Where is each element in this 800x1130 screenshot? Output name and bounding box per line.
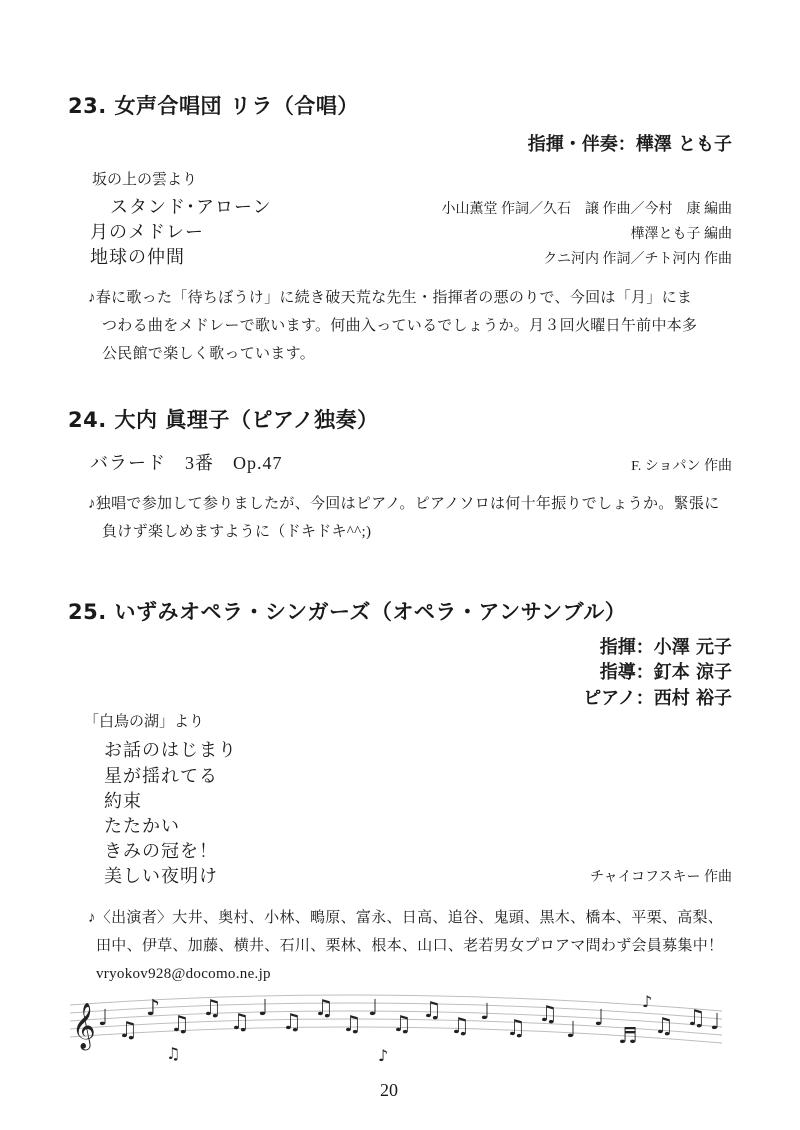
svg-text:♫: ♫ [314, 996, 334, 1021]
svg-text:♪: ♪ [146, 996, 161, 1021]
svg-text:♫: ♫ [202, 996, 222, 1021]
section-25-pianist: ピアノ：西村 裕子 [583, 688, 732, 709]
svg-text:♫: ♫ [654, 1014, 674, 1039]
svg-text:♫: ♫ [506, 1016, 526, 1041]
svg-text:𝄞: 𝄞 [72, 1003, 96, 1049]
svg-text:♩: ♩ [480, 1000, 491, 1025]
song-title: 星が揺れてる [104, 766, 218, 786]
svg-text:♫: ♫ [538, 1002, 558, 1027]
svg-text:♫: ♫ [450, 1014, 470, 1039]
svg-text:♫: ♫ [392, 1012, 412, 1037]
note-line: 田中、伊草、加藤、横井、石川、栗林、根本、山口、老若男女プロアマ問わず会員募集中！ [96, 938, 724, 954]
song-credit: F. ショパン 作曲 [631, 459, 732, 474]
section-23-heading: 23. 女声合唱団 リラ（合唱） [68, 94, 359, 118]
note-line: ♪独唱で参加して参りましたが、今回はピアノ。ピアノソロは何十年振りでしょうか。緊張に [88, 496, 720, 512]
song-credit: 樺澤とも子 編曲 [630, 227, 732, 242]
song-title: バラード 3番 Op.47 [90, 453, 283, 473]
svg-text:♫: ♫ [686, 1006, 706, 1031]
song-title: 約束 [104, 791, 142, 811]
section-25-heading: 25. いずみオペラ・シンガーズ（オペラ・アンサンブル） [68, 600, 627, 624]
svg-text:♩: ♩ [566, 1018, 577, 1043]
section-23-conductor: 指揮・伴奏：樺澤 とも子 [527, 134, 732, 155]
section-25-subtitle: 「白鳥の湖」より [84, 714, 205, 730]
song-title: きみの冠を！ [104, 841, 218, 861]
svg-text:♩: ♩ [710, 1010, 721, 1035]
note-line: ♪春に歌った「待ちぼうけ」に続き破天荒な先生・指揮者の悪のりで、今回は「月」にま [88, 290, 693, 306]
song-title: 美しい夜明け [104, 866, 218, 886]
song-title: 月のメドレー [90, 222, 204, 242]
section-24-heading: 24. 大内 眞理子（ピアノ独奏） [68, 408, 379, 432]
section-25-conductor: 指揮：小澤 元子 [599, 637, 732, 658]
svg-text:♫: ♫ [282, 1010, 302, 1035]
music-notes-decoration [62, 985, 732, 1067]
svg-text:♫: ♫ [166, 1044, 181, 1063]
svg-text:♪: ♪ [642, 992, 653, 1011]
song-credit: チャイコフスキー 作曲 [590, 870, 732, 885]
section-24-note [88, 490, 720, 546]
svg-text:♫: ♫ [170, 1012, 190, 1037]
svg-text:♫: ♫ [230, 1010, 250, 1035]
song-title: たたかい [104, 816, 180, 836]
page-number: 20 [380, 1080, 398, 1100]
note-line: ♪〈出演者〉大井、奥村、小林、鴫原、富永、日高、追谷、鬼頭、黒木、橋本、平栗、高梨、 [88, 910, 724, 926]
song-title: 地球の仲間 [90, 247, 185, 267]
section-25-note [88, 904, 723, 988]
song-credit: 小山薫堂 作詞／久石 譲 作曲／今村 康 編曲 [441, 202, 732, 217]
section-23-note [88, 284, 697, 368]
svg-text:♩: ♩ [258, 996, 269, 1021]
note-line: つわる曲をメドレーで歌います。何曲入っているでしょうか。月３回火曜日午前中本多 [102, 318, 698, 334]
song-credit: クニ河内 作詞／チト河内 作曲 [543, 252, 732, 267]
note-line: vryokov928@docomo.ne.jp [96, 966, 271, 982]
section-25-instructor: 指導：釘本 涼子 [599, 662, 732, 683]
section-23-subtitle: 坂の上の雲より [92, 172, 198, 188]
song-title: スタンド･アローン [110, 197, 272, 217]
svg-text:♩: ♩ [98, 1006, 109, 1031]
svg-text:♪: ♪ [378, 1046, 389, 1065]
svg-text:♫: ♫ [342, 1012, 362, 1037]
svg-text:♩: ♩ [368, 996, 379, 1021]
svg-text:♫: ♫ [422, 998, 442, 1023]
svg-text:♩: ♩ [594, 1006, 605, 1031]
svg-text:♬: ♬ [618, 1024, 638, 1049]
song-title: お話のはじまり [104, 740, 237, 760]
note-line: 公民館で楽しく歌っています。 [102, 346, 316, 362]
svg-text:♫: ♫ [118, 1018, 138, 1043]
note-line: 負けず楽しめますように（ドキドキ^^;) [102, 524, 372, 540]
